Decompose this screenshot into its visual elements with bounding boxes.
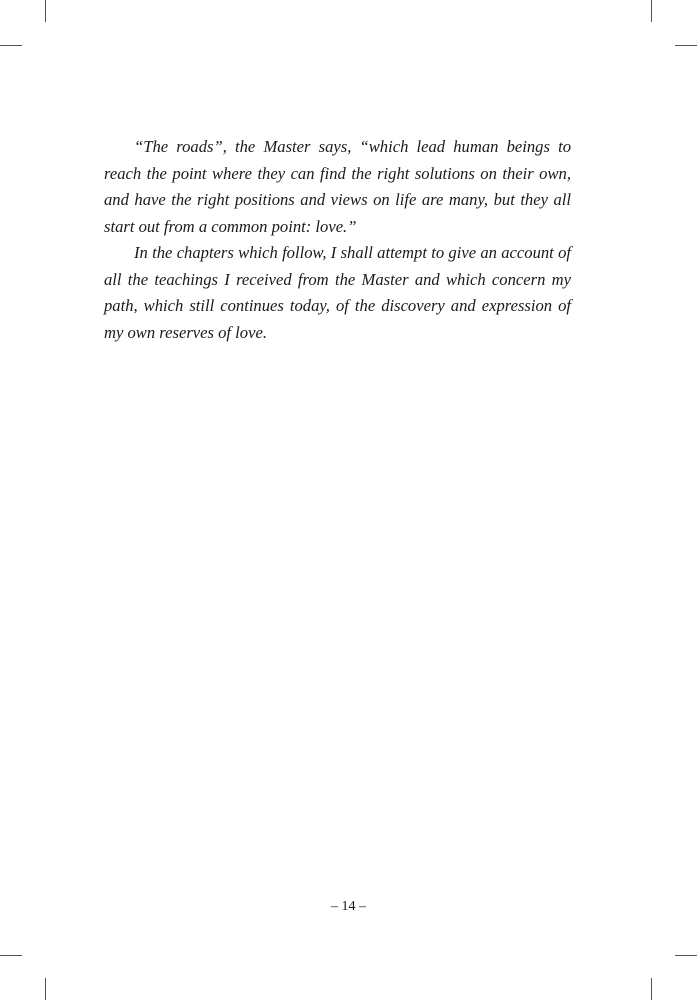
- crop-mark-top-right-vertical: [651, 0, 652, 22]
- page-number: – 14 –: [331, 899, 366, 914]
- crop-mark-bottom-left-horizontal: [0, 955, 22, 956]
- paragraph-quote: “The roads”, the Master says, “which lead human beings to reach the point where they can find the right solutions on their own, and have the right positions and views on life are many, but they all start out from a common point: love.”: [104, 137, 571, 236]
- crop-mark-bottom-right-vertical: [651, 978, 652, 1000]
- body-text: [104, 134, 571, 346]
- crop-mark-bottom-left-vertical: [45, 978, 46, 1000]
- paragraph-chapters: In the chapters which follow, I shall attempt to give an account of all the teachings I received from the Master and which concern my path, which still continues today, of the discovery and expression of my own reserves of love.: [104, 243, 571, 342]
- crop-mark-top-left-horizontal: [0, 45, 22, 46]
- crop-mark-top-right-horizontal: [675, 45, 697, 46]
- crop-mark-bottom-right-horizontal: [675, 955, 697, 956]
- crop-mark-top-left-vertical: [45, 0, 46, 22]
